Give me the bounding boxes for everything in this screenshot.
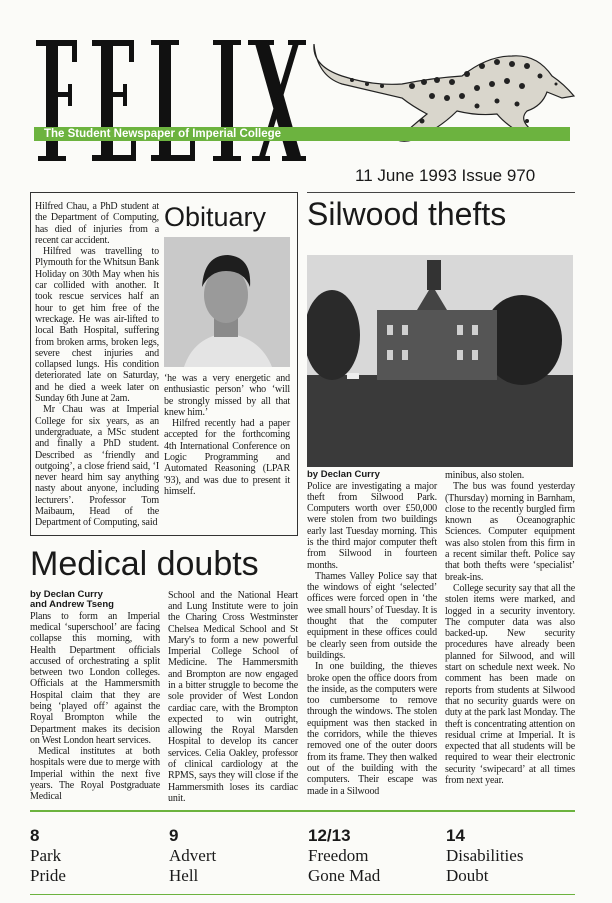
silwood-columns <box>307 470 575 797</box>
paragraph: Thames Valley Police say that the windows of eight ‘selected’ offices were forced open in ‘the wee small hours’ of Tuesday. It is thought that the computer equipment in these offices could be clearly seen from outside the buildings. <box>307 570 437 661</box>
paragraph: Plans to form an Imperial medical ‘superschool’ are facing collapse this morning, with Health Department officials accused of orchestrating a split between two London colleges. Officials at the Hammersmith Hospital claim that they are being ‘played off’ against the Royal Brompton while the Department makes its decision on West London heart services. <box>30 610 160 746</box>
left-column <box>30 192 298 804</box>
paragraph: In one building, the thieves broke open the office doors from the inside, as the computers were too cumbersome to remove through the windows. The stolen equipment was then stacked in the corridors, while the thieves removed one of the outer doors from its frame. They then walked out of the building with the computers. Their escape was made in a Silwood <box>307 661 437 797</box>
teaser-page-12-13[interactable] <box>308 826 446 886</box>
tagline-bar: The Student Newspaper of Imperial College <box>34 127 570 141</box>
right-column <box>307 192 575 797</box>
paragraph: minibus, also stolen. <box>445 470 525 481</box>
obituary-column-2 <box>164 373 290 497</box>
teaser-title: Hell <box>169 865 199 885</box>
felix-logo <box>32 40 307 165</box>
paragraph: Hilfred Chau, a PhD student at the Department of Computing, has died of injuries from a recent car accident. <box>35 201 159 246</box>
silwood-photo <box>307 255 573 467</box>
page-body <box>30 192 575 903</box>
byline-line: and Andrew Tseng <box>30 599 114 611</box>
green-divider <box>30 810 575 812</box>
teaser-page-number: 14 <box>446 825 465 845</box>
silwood-heading: Silwood thefts <box>307 196 507 232</box>
teaser-page-9[interactable] <box>169 826 308 886</box>
byline-line: by Declan Curry <box>30 588 103 600</box>
silwood-byline: by Declan Curry <box>307 469 380 480</box>
issue-dateline: 11 June 1993 Issue 970 <box>355 166 536 185</box>
paragraph: Hilfred recently had a paper accepted for the forthcoming 4th International Conference on Logic Programming and Automated Reasoning (LPAR '93), and was due to present it himself. <box>164 418 290 497</box>
teaser-title: Park <box>30 845 62 865</box>
silwood-column-1 <box>307 481 437 797</box>
silwood-building-image <box>307 255 573 467</box>
divider <box>307 192 575 193</box>
medical-column-2 <box>168 590 298 805</box>
paragraph: Medical institutes at both hospitals were due to merge with Imperial within the next five years. The Royal Postgraduate Medical <box>30 746 160 803</box>
medical-column-1-wrap <box>30 590 160 803</box>
paragraph: The bus was found yesterday (Thursday) morning in Barnham, close to the recently burgled firm known as Oceanographic Sciences. Computer equipment was also stolen from this firm in a recent similar theft. Police say that both thefts were ‘specialist’ break-ins. <box>445 481 575 583</box>
obituary-right <box>164 201 290 497</box>
teaser-title: Disabilities <box>446 845 524 865</box>
teaser-title: Pride <box>30 865 66 885</box>
paragraph: Hilfred was travelling to Plymouth for the Whitsun Bank Holiday on 30th May when his car collided with another. It took rescue services half an hour to get him free of the wreckage. He was air-lifted to local Bath Hospital, suffering from broken arms, broken legs, severe chest injuries and collapsed lungs. His condition deteriorated late on Saturday, and he died a week later on Sunday 6th June at 2am. <box>35 246 159 405</box>
logo-letters <box>36 40 306 161</box>
medical-columns <box>30 590 298 805</box>
paragraph: College security say that all the stolen items were marked, and logged in a security inventory. The computer data was also backed-up. New security procedures have already been planned for Silwood, and will start on schedule next week. No comment has been made on reports from students at Silwood that no security guards were on duty at the park last Monday. The theft is concentrating attention on residual crime at Imperial. It is expected that all students will be required to wear their electronic security ‘swipecard’ at all times from next year. <box>445 582 575 787</box>
obituary-photo <box>164 237 290 367</box>
teaser-page-8[interactable] <box>30 826 169 886</box>
obituary-column-1 <box>35 201 159 529</box>
medical-column-1 <box>30 611 160 803</box>
paragraph: School and the National Heart and Lung Institute were to join the Charing Cross Westminster Chelsea Medical School and St Mary's to form a new powerful Imperial College School of Medicine. The Hammersmith and Brompton are now engaged in a bitter struggle to become the sole provider of West London cardiac care, with the Brompton expected to win outright, allowing the Royal Marsden Hospital to develop its cancer services. Celia Oakley, professor of clinical cardiology at the RPMS, says they will close if the Hammersmith loses its cardiac unit. <box>168 589 298 804</box>
teaser-page-number: 9 <box>169 825 179 845</box>
paragraph: Police are investigating a major theft from Silwood Park. Computers worth over £50,000 were stolen from two buildings early last Tuesday morning. This is the third major computer theft from Silwood in fourteen months. <box>307 480 437 571</box>
teaser-title: Advert <box>169 845 217 865</box>
paragraph: ‘he was a very energetic and enthusiastic person’ who ‘will be strongly missed by all that knew him.’ <box>164 373 290 418</box>
teaser-title: Doubt <box>446 865 489 885</box>
teasers <box>30 826 575 886</box>
obituary-box <box>30 192 298 536</box>
medical-byline <box>30 590 160 611</box>
obituary-heading: Obituary <box>164 202 267 232</box>
teaser-page-number: 12/13 <box>308 825 351 845</box>
teaser-page-number: 8 <box>30 825 40 845</box>
portrait-image <box>164 237 290 367</box>
teaser-page-14[interactable] <box>446 826 575 886</box>
teaser-title: Freedom <box>308 845 369 865</box>
medical-heading: Medical doubts <box>30 544 259 583</box>
paragraph: Mr Chau was at Imperial College for six years, as an undergraduate, a MSc student and finally a PhD student. Described as ‘friendly and outgoing’, a close friend said, ‘I never heard him say anything nasty about anyone, including lecturers’. Professor Tom Maibaum, Head of the Department of Computing, said <box>35 404 159 529</box>
silwood-column-2 <box>445 470 575 786</box>
green-divider <box>30 894 575 896</box>
teaser-title: Gone Mad <box>308 865 381 885</box>
silwood-column-1-wrap <box>307 470 437 797</box>
